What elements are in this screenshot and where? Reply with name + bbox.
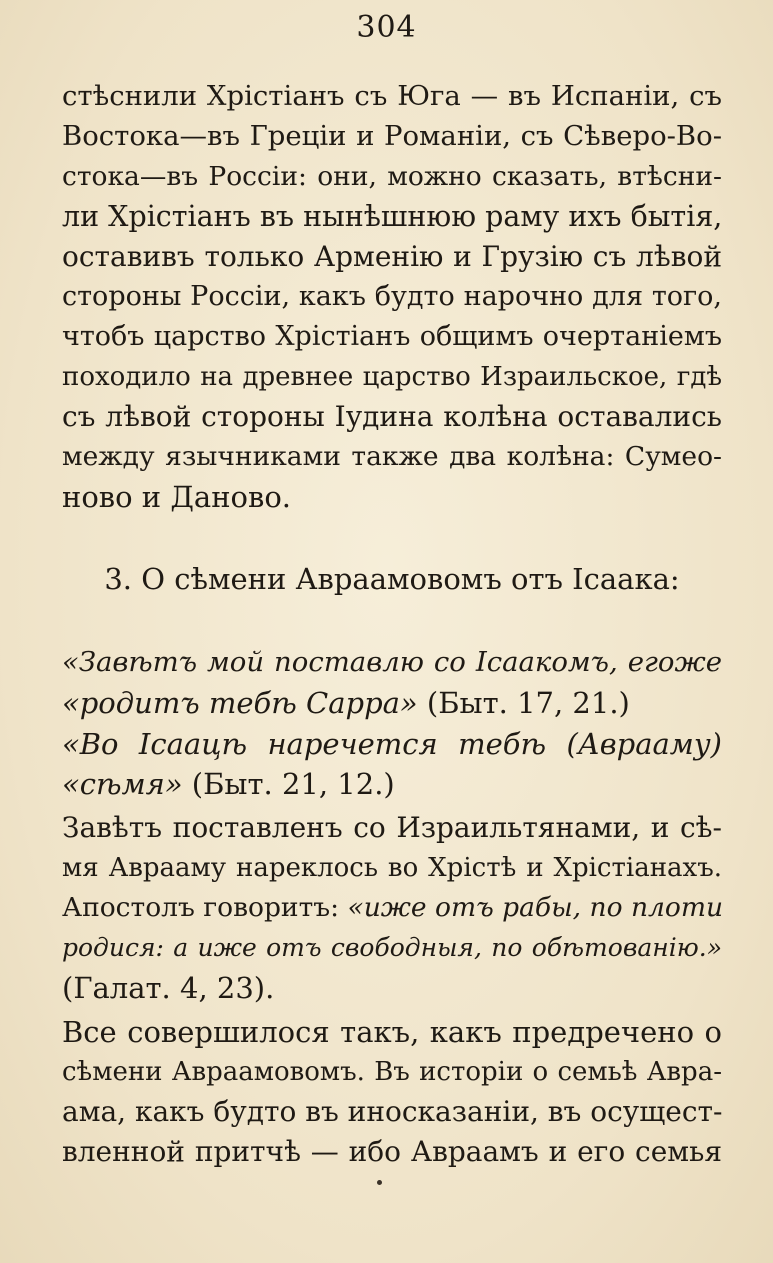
quote-text: «иже отъ рабы, по плоти	[347, 892, 724, 923]
text-line: походило на древнее царство Израильское, гдѣ	[62, 362, 722, 392]
section-heading: 3. О сѣмени Авраамовомъ отъ Ісаака:	[104, 562, 680, 596]
text-line: чтобъ царство Хрістіанъ общимъ очертаніемъ	[62, 321, 722, 352]
scripture-quote-line	[62, 683, 722, 723]
citation: (Галат. 4, 23).	[62, 971, 275, 1005]
text-line: стока—въ Россіи: они, можно сказать, втѣсни-	[62, 161, 722, 192]
scripture-quote-line: «Завѣтъ мой поставлю со Ісаакомъ, егоже	[62, 646, 722, 678]
text-line: сѣмени Авраамовомъ. Въ исторіи о семьѣ Авра-	[62, 1057, 722, 1087]
text-line: ново и Даново.	[62, 480, 291, 514]
scripture-quote-line: «Во Ісаацѣ наречется тебѣ (Аврааму)	[62, 727, 722, 761]
printer-mark	[377, 1180, 382, 1185]
quote-text: родися: а иже отъ свободныя, по обѣтованію.»	[62, 933, 722, 962]
text-line: мя Аврааму нареклось во Хрістѣ и Хрістіанахъ.	[62, 853, 722, 883]
quote-text: «сѣмя»	[62, 767, 183, 801]
text-line	[62, 888, 722, 928]
text-segment: Апостолъ говоритъ:	[62, 892, 340, 923]
citation: (Быт. 21, 12.)	[191, 767, 395, 801]
text-line: между язычниками также два колѣна: Сумео-	[62, 441, 722, 472]
text-line: Все совершилося такъ, какъ предречено о	[62, 1015, 722, 1049]
text-line: ли Хрістіанъ въ нынѣшнюю раму ихъ бытія,	[62, 200, 723, 233]
text-line: вленной притчѣ — ибо Авраамъ и его семья	[62, 1135, 722, 1168]
scripture-quote-line	[62, 764, 722, 804]
text-line: стѣснили Хрістіанъ съ Юга — въ Испаніи, съ	[62, 80, 722, 112]
page-number: 304	[356, 10, 417, 45]
text-line: Завѣтъ поставленъ со Израильтянами, и сѣ-	[62, 811, 722, 844]
text-line: Востока—въ Греціи и Романіи, съ Сѣверо-Во-	[62, 120, 722, 152]
text-line: съ лѣвой стороны Іудина колѣна оставались	[62, 400, 722, 433]
citation: (Быт. 17, 21.)	[426, 686, 630, 720]
text-line: оставивъ только Арменію и Грузію съ лѣвой	[62, 240, 722, 273]
text-line: стороны Россіи, какъ будто нарочно для того,	[62, 281, 722, 312]
quote-text: «родитъ тебѣ Сарра»	[62, 686, 418, 720]
text-line: ама, какъ будто въ иносказаніи, въ осущест-	[62, 1095, 723, 1128]
